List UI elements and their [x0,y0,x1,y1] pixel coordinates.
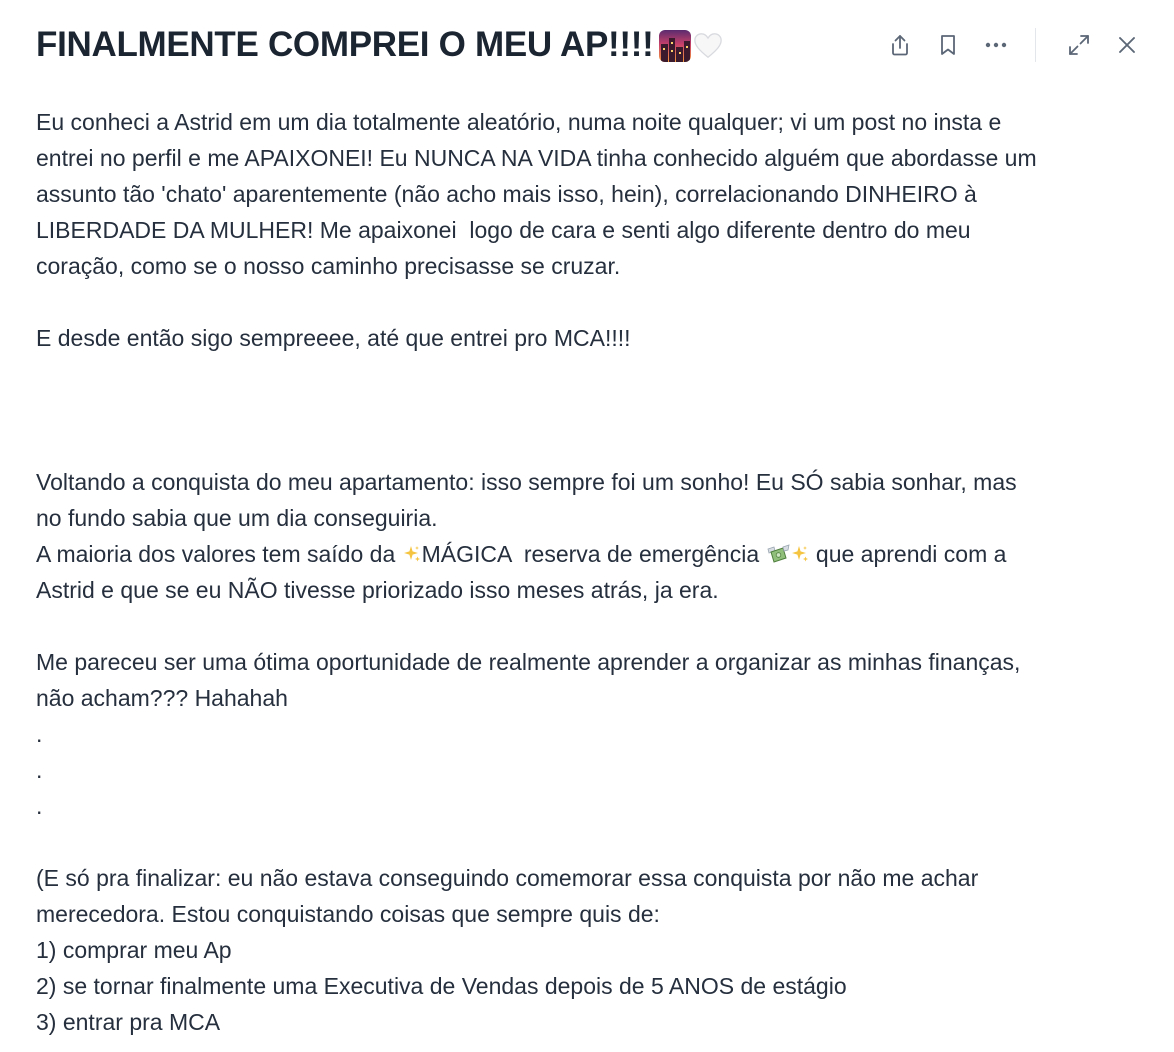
body-line: (E só pra finalizar: eu não estava conseguindo comemorar essa conquista por não me achar [36,865,979,891]
more-icon [985,42,1007,48]
body-line: MÁGICA reserva de emergência [421,541,766,567]
title-emojis [659,23,723,65]
body-line: assunto tão 'chato' aparentemente (não acho mais isso, hein), correlacionando DINHEIRO à [36,181,977,207]
sparkles-emoji [402,544,422,564]
post-body [36,104,1146,1040]
body-dot: . [36,721,43,747]
share-button[interactable] [881,26,919,64]
share-icon [889,33,911,57]
body-line: Astrid e que se eu NÃO tivesse priorizado isso meses atrás, ja era. [36,577,719,603]
body-line: A maioria dos valores tem saído da [36,541,402,567]
city-sunset-emoji [659,30,691,62]
white-heart-emoji [693,31,723,61]
header-divider [1035,28,1036,62]
body-line: não acham??? Hahahah [36,685,288,711]
post-header [36,18,1146,72]
body-line: E desde então sigo sempreeee, até que entrei pro MCA!!!! [36,325,631,351]
body-line: Eu conheci a Astrid em um dia totalmente aleatório, numa noite qualquer; vi um post no insta e [36,109,1002,135]
list-item: 2) se tornar finalmente uma Executiva de Vendas depois de 5 ANOS de estágio [36,973,847,999]
expand-button[interactable] [1060,26,1098,64]
post-title [36,24,723,68]
body-line: Voltando a conquista do meu apartamento: isso sempre foi um sonho! Eu SÓ sabia sonhar, mas [36,469,1017,495]
sparkles-emoji [790,544,810,564]
money-with-wings-emoji [766,543,790,565]
more-options-button[interactable] [977,26,1015,64]
list-item: 3) entrar pra MCA [36,1009,221,1035]
header-actions [881,26,1146,64]
post-title-text: FINALMENTE COMPREI O MEU AP!!!! [36,25,654,64]
body-line: Me pareceu ser uma ótima oportunidade de realmente aprender a organizar as minhas finanças, [36,649,1021,675]
body-line: que aprendi com a [809,541,1007,567]
body-dot: . [36,757,43,783]
close-icon [1117,35,1137,55]
body-line: no fundo sabia que um dia conseguiria. [36,505,438,531]
paragraph-intro [36,104,1146,1040]
body-dot: . [36,793,43,819]
expand-icon [1067,33,1091,57]
close-button[interactable] [1108,26,1146,64]
body-line: merecedora. Estou conquistando coisas que sempre quis de: [36,901,660,927]
bookmark-icon [938,33,958,57]
body-line: coração, como se o nosso caminho precisasse se cruzar. [36,253,621,279]
list-item: 1) comprar meu Ap [36,937,232,963]
bookmark-button[interactable] [929,26,967,64]
body-line: entrei no perfil e me APAIXONEI! Eu NUNCA NA VIDA tinha conhecido alguém que abordasse um [36,145,1037,171]
body-line: LIBERDADE DA MULHER! Me apaixonei logo de cara e senti algo diferente dentro do meu [36,217,971,243]
